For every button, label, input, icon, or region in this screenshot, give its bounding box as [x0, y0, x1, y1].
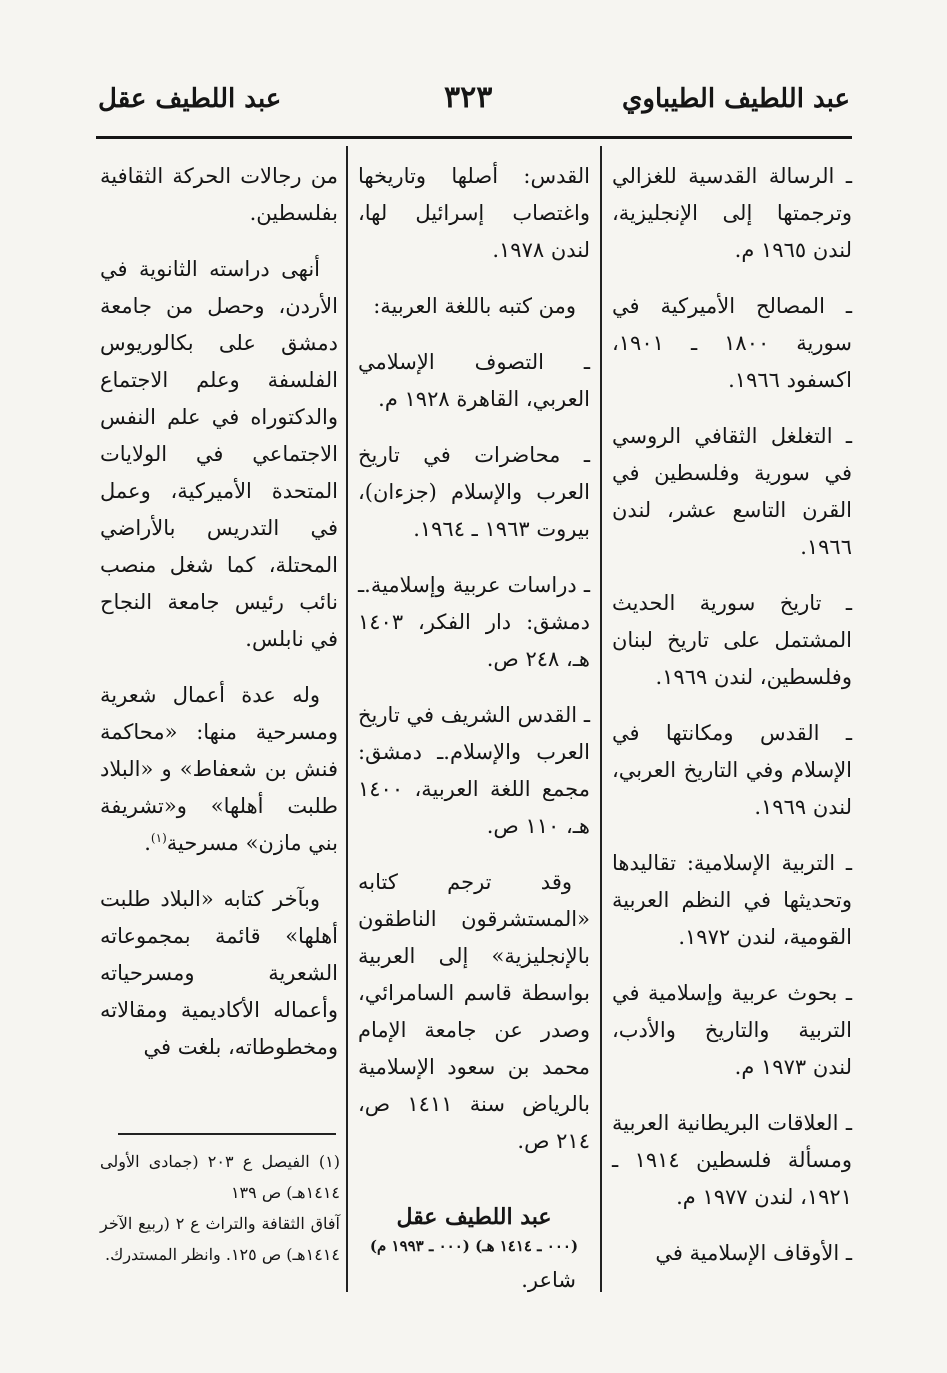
header-divider	[96, 136, 852, 139]
arabic-books-heading: ومن كتبه باللغة العربية:	[373, 294, 576, 318]
new-entry-dates: (٠٠٠ ـ ١٤١٤ هـ) (٠٠٠ ـ ١٩٩٣ م)	[369, 1237, 579, 1255]
book-entry: ـ تاريخ سورية الحديث المشتمل على تاريخ لبنان وفلسطين، لندن ١٩٦٩.	[612, 591, 852, 689]
book-entry: ـ المصالح الأميركية في سورية ١٨٠٠ ـ ١٩٠١، اكسفود ١٩٦٦.	[612, 294, 852, 392]
last-book-text: وبآخر كتابه «البلاد طلبت أهلها» قائمة بمجموعاته الشعرية ومسرحياته وأعماله الأكاديمية ومقالاته ومخطوطاته، بلغت في	[100, 887, 338, 1059]
works-text	[100, 677, 338, 862]
footnote-line: (١) الفيصل ع ٢٠٣ (جمادى الأولى ١٤١٤هـ) ص ١٣٩	[100, 1152, 341, 1202]
header-right-title: عبد اللطيف الطيباوي	[622, 84, 850, 114]
right-column	[612, 158, 852, 1291]
page-number: ٣٢٣	[444, 80, 493, 115]
footnote	[100, 1146, 340, 1270]
works-end: .	[144, 831, 151, 855]
book-entry: ـ دراسات عربية وإسلامية.ـ دمشق: دار الفكر، ١٤٠٣ هـ، ٢٤٨ ص.	[358, 573, 590, 671]
left-column	[100, 158, 338, 1085]
footnote-line: آفاق الثقافة والتراث ع ٢ (ربيع الآخر ١٤١٤هـ) ص ١٢٥. وانظر المستدرك.	[100, 1214, 341, 1264]
book-entry: ـ بحوث عربية وإسلامية في التربية والتاريخ والأدب، لندن ١٩٧٣ م.	[612, 981, 852, 1079]
works-body: وله عدة أعمال شعرية ومسرحية منها: «محاكمة فنش بن شعفاط» و «البلاد طلبت أهلها» و«تشريفة بني مازن» مسرحية	[100, 683, 338, 855]
footnote-reference: (١)	[150, 831, 167, 845]
footnote-divider	[118, 1133, 336, 1135]
biography-text: أنهى دراسته الثانوية في الأردن، وحصل من جامعة دمشق على بكالوريوس الفلسفة وعلم الاجتماع والدكتوراه في علم النفس الاجتماعي في الولايات المتحدة الأميركية، وعمل في التدريس بالأراضي المحتلة، كما شغل منصب نائب رئيس جامعة النجاح في نابلس.	[100, 257, 338, 651]
book-entry-continued: القدس: أصلها وتاريخها واغتصاب إسرائيل لها، لندن ١٩٧٨.	[358, 164, 590, 262]
page-header	[98, 80, 850, 134]
book-entry: ـ التغلغل الثقافي الروسي في سورية وفلسطين في القرن التاسع عشر، لندن ١٩٦٦.	[612, 424, 852, 559]
new-entry-name: عبد اللطيف عقل	[396, 1204, 552, 1230]
translation-note: وقد ترجم كتابه «المستشرقون الناطقون بالإنجليزية» إلى العربية بواسطة قاسم السامرائي، وصدر عن جامعة الإمام محمد بن سعود الإسلامية بالرياض سنة ١٤١١ ص، ٢١٤ ص.	[358, 870, 591, 1153]
new-entry-role: شاعر.	[521, 1268, 576, 1292]
middle-column	[358, 158, 590, 1299]
header-left-title: عبد اللطيف عقل	[98, 84, 282, 114]
book-entry: ـ التصوف الإسلامي العربي، القاهرة ١٩٢٨ م.	[358, 350, 590, 411]
column-divider-left	[346, 146, 348, 1292]
intro-text: من رجالات الحركة الثقافية بفلسطين.	[100, 164, 338, 225]
book-entry: ـ العلاقات البريطانية العربية ومسألة فلسطين ١٩١٤ ـ ١٩٢١، لندن ١٩٧٧ م.	[612, 1111, 852, 1209]
book-entry: ـ الأوقاف الإسلامية في	[655, 1241, 852, 1265]
column-divider-right	[600, 146, 602, 1292]
book-entry: ـ الرسالة القدسية للغزالي وترجمتها إلى الإنجليزية، لندن ١٩٦٥ م.	[612, 164, 852, 262]
book-entry: ـ القدس ومكانتها في الإسلام وفي التاريخ العربي، لندن ١٩٦٩.	[612, 721, 852, 819]
book-entry: ـ محاضرات في تاريخ العرب والإسلام (جزءان)، بيروت ١٩٦٣ ـ ١٩٦٤.	[358, 443, 590, 541]
book-entry: ـ القدس الشريف في تاريخ العرب والإسلام.ـ دمشق: مجمع اللغة العربية، ١٤٠٠ هـ، ١١٠ ص.	[358, 703, 590, 838]
book-entry: ـ التربية الإسلامية: تقاليدها وتحديثها في النظم العربية القومية، لندن ١٩٧٢.	[612, 851, 852, 949]
